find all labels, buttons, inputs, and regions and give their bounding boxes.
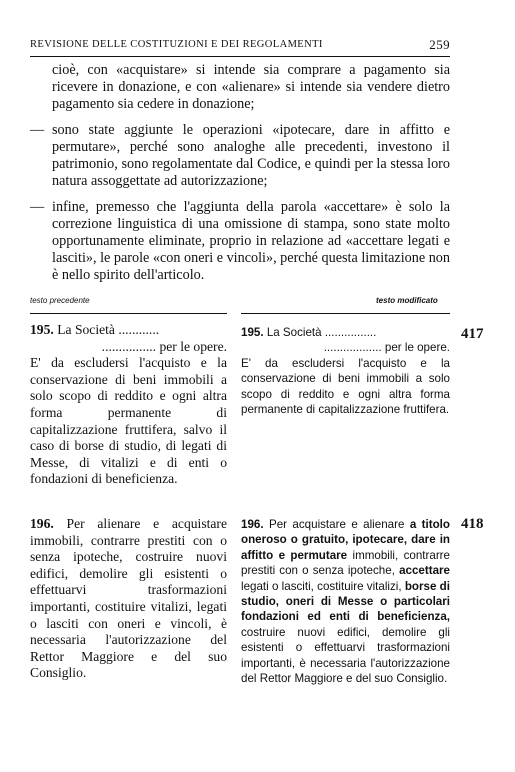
intro-text: [30, 62, 450, 284]
margin-number: 418: [461, 516, 484, 532]
article-segment: legati o lasciti, costituire vitalizi,: [241, 579, 405, 593]
bullet-text: infine, premesso che l'aggiunta della parola «accettare» è solo la correzione linguistica di una omissione di stampa, sono state molto opportunamente eliminate, proprio in relazione ad «accettare legati e lasciti», le parole «con oneri e vincoli», perché questa limitazione non è nello spirito dell'articolo.: [52, 199, 450, 283]
article-line: La Società ................: [266, 326, 377, 339]
article-body: [30, 516, 227, 682]
column-rule-right: [241, 313, 450, 314]
intro-bullet: [30, 122, 450, 190]
article-body: [241, 517, 450, 686]
article-line: La Società ............: [57, 322, 160, 337]
article-segment: costruire nuovi edifici, demolire gli esistenti o effettuarvi trasformazioni importanti, è necessaria l'autorizzazione del Rettor Maggiore e del suo Consiglio.: [241, 625, 450, 686]
column-label-modified: testo modificato: [376, 296, 438, 305]
margin-number: 417: [461, 326, 484, 342]
article-number: 195.: [30, 322, 54, 337]
intro-bullet: [30, 199, 450, 284]
article-segment: Per acquistare e alienare: [268, 518, 410, 531]
header-rule: [30, 56, 450, 57]
running-header: [30, 37, 450, 53]
article-segment: immobili, contrarre prestiti con o senza ipoteche,: [241, 548, 450, 578]
article-line: .................. per le opere.: [323, 341, 450, 355]
article-number: 195.: [241, 326, 264, 339]
bullet-dash: —: [30, 122, 45, 138]
article-segment-bold: borse di studio, oneri di Messe o particolari fondazioni ed enti di beneficienza,: [241, 579, 450, 624]
article-line: ................ per le opere.: [101, 338, 227, 354]
article-segment-bold: accettare: [399, 564, 450, 578]
column-label-previous: testo precedente: [30, 296, 90, 305]
article-196-previous: [30, 516, 227, 682]
article-number: 196.: [30, 516, 54, 531]
article-segment-bold: a titolo oneroso o gratuito, ipotecare, dare in affitto e permutare: [241, 518, 450, 562]
article-number: 196.: [241, 518, 264, 531]
bullet-dash: —: [30, 199, 45, 215]
article-body: E' da escludersi l'acquisto e la conservazione di beni immobili a solo scopo di reddito e ogni altra forma permanente di capitalizzazione fruttifera, salvo il caso di borse di studio, di legati di Messe, di vitalizi e di enti o fondazioni di beneficienza.: [30, 355, 227, 487]
article-body: E' da escludersi l'acquisto e la conservazione di beni immobili a solo scopo di reddito e ogni altra forma permanente di capitalizzazione fruttifera.: [241, 356, 450, 417]
article-heading-line: [30, 322, 227, 339]
article-text: Per alienare e acquistare immobili, contrarre prestiti con o senza ipoteche, costruire nuovi edifici, demolire gli esistenti o effettuarvi trasformazioni importanti, costituire vitalizi, legati o lasciti con oneri e vincoli, è necessaria l'autorizzazione del Rettor Maggiore e del suo Consiglio.: [30, 516, 227, 681]
running-title: REVISIONE DELLE COSTITUZIONI E DEI REGOLAMENTI: [30, 39, 323, 50]
article-195-modified: [241, 325, 450, 417]
page-number: 259: [429, 37, 450, 52]
article-196-modified: [241, 517, 450, 686]
column-rule-left: [30, 313, 227, 314]
article-195-previous: [30, 322, 227, 488]
intro-continuation: cioè, con «acquistare» si intende sia comprare a pagamento sia ricevere in donazione, e con «alienare» si intende sia vendere dietro pagamento sia cedere in donazione;: [52, 62, 450, 112]
article-heading-line: [241, 325, 450, 340]
bullet-text: sono state aggiunte le operazioni «ipotecare, dare in affitto e permutare», perché sono analoghe alle precedenti, investono il patrimonio, sono regolamentate dal Codice, e quindi per la stessa loro natura assoggettate ad autorizzazione;: [52, 122, 450, 189]
